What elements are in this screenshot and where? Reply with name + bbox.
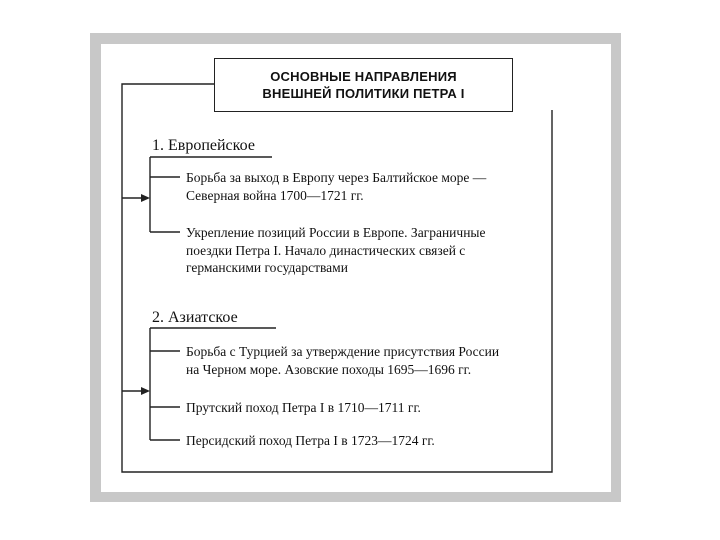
item-line: Борьба за выход в Европу через Балтийское море — [186,170,487,185]
item-line: Прутский поход Петра I в 1710—1711 гг. [186,400,421,415]
item-line: Борьба с Турцией за утверждение присутствия России [186,344,500,359]
item-line: Северная война 1700—1721 гг. [186,187,364,203]
title-line-2: ВНЕШНЕЙ ПОЛИТИКИ ПЕТРА I [262,86,465,101]
item-line: германскими государствами [186,260,348,275]
item-line: Укрепление позиций России в Европе. Заграничные [186,225,486,240]
section-1-item-1 [186,169,486,204]
title-line-1: ОСНОВНЫЕ НАПРАВЛЕНИЯ [270,69,457,84]
section-2-item-1 [186,343,499,378]
diagram-title [214,58,513,112]
item-line: на Черном море. Азовские походы 1695—1696 гг. [186,361,472,377]
section-1-item-2 [186,224,486,277]
item-line: поездки Петра I. Начало династических связей с [186,242,466,258]
section-2-heading: 2. Азиатское [152,309,238,326]
arrow-head-1-icon [141,194,150,202]
section-1-heading: 1. Европейское [152,137,255,154]
section-2-item-2 [186,399,421,417]
arrow-head-2-icon [141,387,150,395]
item-line: Персидский поход Петра I в 1723—1724 гг. [186,433,435,448]
section-2-item-3 [186,432,435,450]
